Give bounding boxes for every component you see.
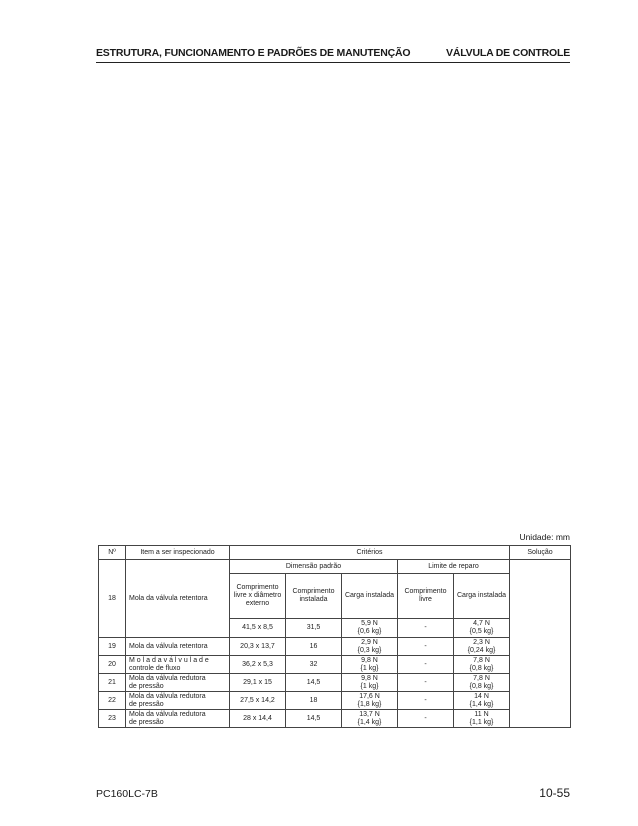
row-19-installed-load: 2,9 N {0,3 kg} — [342, 638, 398, 656]
row-22-item: Mola da válvula redutora de pressão — [126, 692, 230, 710]
row-20-installed-length: 32 — [286, 656, 342, 674]
header-no: Nº — [99, 546, 126, 560]
row-18-item: Mola da válvula retentora — [126, 560, 230, 638]
row-22-limit-load: 14 N {1,4 kg} — [454, 692, 510, 710]
row-19-dims: 20,3 x 13,7 — [230, 638, 286, 656]
header-installed-load: Carga instalada — [342, 574, 398, 619]
row-23-limit-load: 11 N {1,1 kg} — [454, 710, 510, 728]
row-22-free-length: - — [398, 692, 454, 710]
header-section-title: ESTRUTURA, FUNCIONAMENTO E PADRÕES DE MANUTENÇÃO — [96, 47, 411, 59]
row-21-installed-load: 9,8 N {1 kg} — [342, 674, 398, 692]
row-21-dims: 29,1 x 15 — [230, 674, 286, 692]
table-row — [99, 656, 571, 674]
row-23-dims: 28 x 14,4 — [230, 710, 286, 728]
row-18-installed-load: 5,9 N {0,6 kg} — [342, 619, 398, 638]
row-21-no: 21 — [99, 674, 126, 692]
header-free-length: Comprimento livre — [398, 574, 454, 619]
row-23-free-length: - — [398, 710, 454, 728]
row-18-installed-length: 31,5 — [286, 619, 342, 638]
row-20-free-length: - — [398, 656, 454, 674]
row-21-free-length: - — [398, 674, 454, 692]
header-criteria: Critérios — [230, 546, 510, 560]
header-item: Item a ser inspecionado — [126, 546, 230, 560]
row-19-item: Mola da válvula retentora — [126, 638, 230, 656]
row-18-dims: 41,5 x 8,5 — [230, 619, 286, 638]
footer-model: PC160LC-7B — [96, 788, 158, 800]
table-row — [99, 710, 571, 728]
header-chapter-title: VÁLVULA DE CONTROLE — [446, 47, 570, 59]
row-21-installed-length: 14,5 — [286, 674, 342, 692]
row-19-installed-length: 16 — [286, 638, 342, 656]
row-19-limit-load: 2,3 N {0,24 kg} — [454, 638, 510, 656]
header-divider — [96, 62, 570, 63]
row-22-installed-load: 17,6 N {1,8 kg} — [342, 692, 398, 710]
table-row — [99, 638, 571, 656]
row-20-dims: 36,2 x 5,3 — [230, 656, 286, 674]
footer-page-number: 10-55 — [539, 786, 570, 800]
row-20-item: M o l a d a v á l v u l a d e controle de fluxo — [126, 656, 230, 674]
row-23-installed-length: 14,5 — [286, 710, 342, 728]
row-18-free-length: - — [398, 619, 454, 638]
header-repair-limit: Limite de reparo — [398, 560, 510, 574]
unit-label: Unidade: mm — [519, 532, 570, 542]
row-22-installed-length: 18 — [286, 692, 342, 710]
row-18-no: 18 — [99, 560, 126, 638]
row-21-item: Mola da válvula redutora de pressão — [126, 674, 230, 692]
row-21-limit-load: 7,8 N {0,8 kg} — [454, 674, 510, 692]
row-20-no: 20 — [99, 656, 126, 674]
solution-cell — [510, 560, 571, 728]
row-20-limit-load: 7,8 N {0,8 kg} — [454, 656, 510, 674]
table-header-row — [99, 546, 571, 560]
header-standard: Dimensão padrão — [230, 560, 398, 574]
spring-spec-table — [98, 545, 571, 728]
row-19-no: 19 — [99, 638, 126, 656]
table-subheader-row — [99, 560, 571, 574]
row-23-item: Mola da válvula redutora de pressão — [126, 710, 230, 728]
row-23-installed-load: 13,7 N {1,4 kg} — [342, 710, 398, 728]
header-installed-length: Comprimento instalada — [286, 574, 342, 619]
table-row — [99, 692, 571, 710]
row-18-limit-load: 4,7 N {0,5 kg} — [454, 619, 510, 638]
table-row — [99, 674, 571, 692]
header-solution: Solução — [510, 546, 571, 560]
row-19-free-length: - — [398, 638, 454, 656]
header-free-length-diameter: Comprimento livre x diâmetro externo — [230, 574, 286, 619]
header-limit-load: Carga instalada — [454, 574, 510, 619]
row-23-no: 23 — [99, 710, 126, 728]
row-22-no: 22 — [99, 692, 126, 710]
row-20-installed-load: 9,8 N {1 kg} — [342, 656, 398, 674]
row-22-dims: 27,5 x 14,2 — [230, 692, 286, 710]
